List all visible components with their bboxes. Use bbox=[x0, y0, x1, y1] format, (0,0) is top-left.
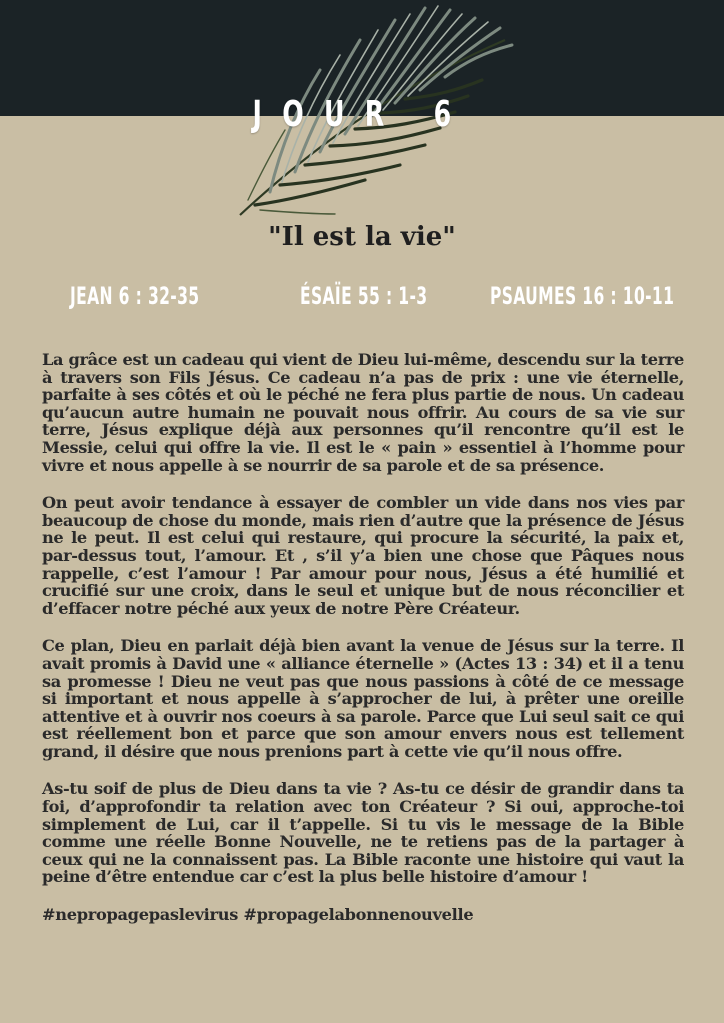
page-title: "Il est la vie" bbox=[268, 222, 456, 252]
scripture-references bbox=[0, 282, 724, 322]
scripture-reference: JEAN 6 : 32-35 bbox=[70, 282, 200, 310]
paragraph: As-tu soif de plus de Dieu dans ta vie ? As-tu ce désir de grandir dans ta foi, d’approfondir ta relation avec ton Créateur ? Si oui, approche-toi simplement de Lui, car il t’appelle. Si tu vis le message de la Bible comme une réelle Bonne Nouvelle, ne te retiens pas de la partager à ceux qui ne la connaissent pas. La Bible raconte une histoire qui vaut la peine d’être entendue car c’est la plus belle histoire d’amour ! bbox=[42, 779, 684, 887]
paragraph: La grâce est un cadeau qui vient de Dieu lui-même, descendu sur la terre à travers son Fils Jésus. Ce cadeau n’a pas de prix : une vie éternelle, parfaite à ses côtés et où le péché ne fera plus partie de nous. Un cadeau qu’aucun autre humain ne pouvait nous offrir. Au cours de sa vie sur terre, Jésus explique déjà aux personnes qu’il rencontre qu’il est le Messie, celui qui offre la vie. Il est le « pain » essentiel à l’homme pour vivre et nous appelle à se nourrir de sa parole et de sa présence. bbox=[42, 350, 684, 475]
paragraph: On peut avoir tendance à essayer de combler un vide dans nos vies par beaucoup de chose du monde, mais rien d’autre que la présence de Jésus ne le peut. Il est celui qui restaure, qui procure la sécurité, la paix et, par-dessus tout, l’amour. Et , s’il y’a bien une chose que Pâques nous rappelle, c’est l’amour ! Par amour pour nous, Jésus a été humilié et crucifié sur une croix, dans le seul et unique but de nous réconcilier et d’effacer notre péché aux yeux de notre Père Créateur. bbox=[42, 493, 684, 618]
scripture-reference: ÉSAÏE 55 : 1-3 bbox=[300, 282, 428, 310]
paragraph: Ce plan, Dieu en parlait déjà bien avant la venue de Jésus sur la terre. Il avait promis à David une « alliance éternelle » (Actes 13 : 34) et il a tenu sa promesse ! Dieu ne veut pas que nous passions à côté de ce message si important et nous appelle à s’approcher de lui, à prêter une oreille attentive et à ouvrir nos coeurs à sa parole. Parce que Lui seul sait ce qui est réellement bon et parce que son amour envers nous est tellement grand, il désire que nous prenions part à cette vie qu’il nous offre. bbox=[42, 636, 684, 761]
hashtags: #nepropagepaslevirus #propagelabonnenouvelle bbox=[42, 905, 474, 925]
day-title: JOUR 6 bbox=[252, 94, 472, 135]
scripture-reference: PSAUMES 16 : 10-11 bbox=[490, 282, 675, 310]
devotional-body bbox=[42, 351, 684, 924]
